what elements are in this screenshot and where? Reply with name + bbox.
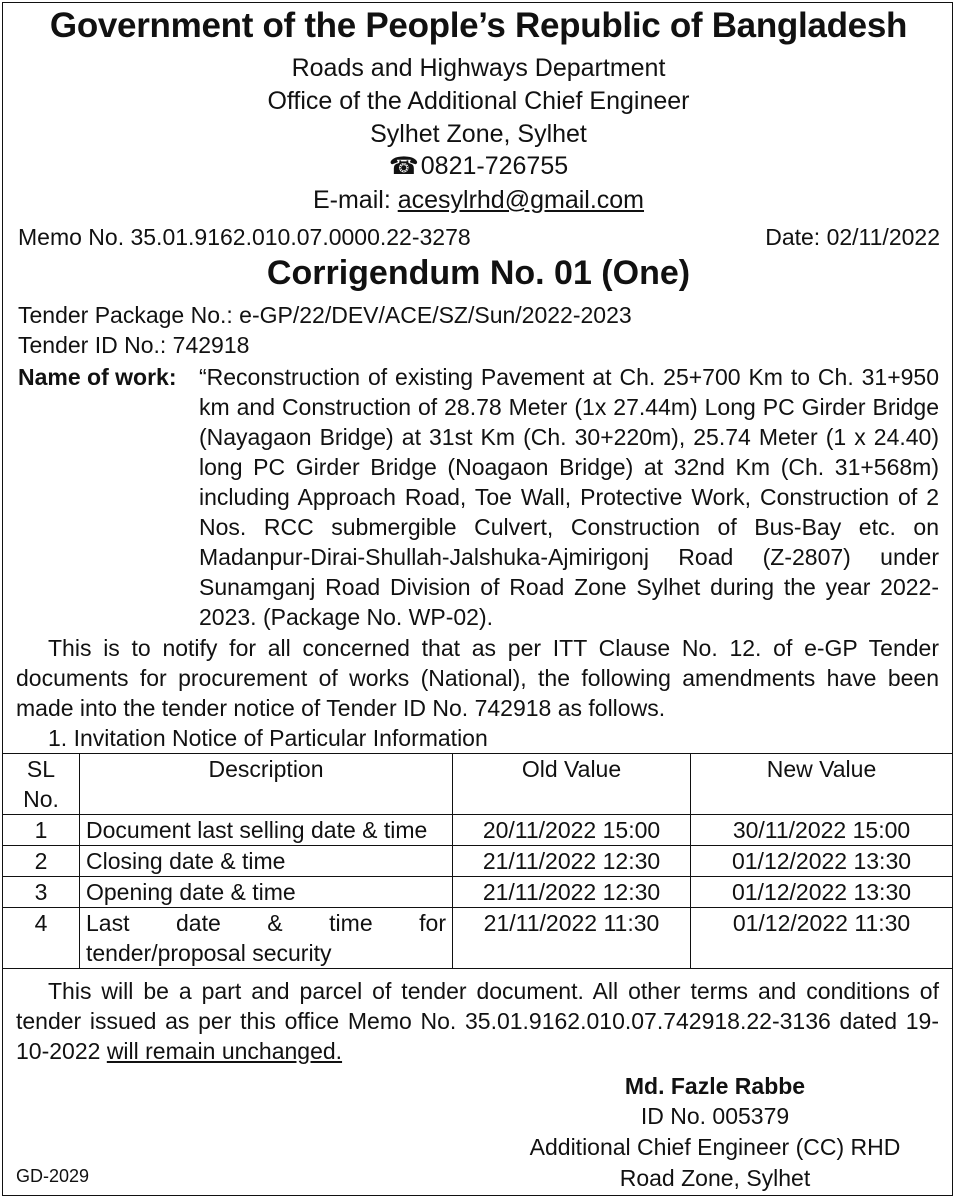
cell-description: Closing date & time bbox=[80, 846, 453, 877]
table-row bbox=[3, 877, 953, 908]
government-title: Government of the People’s Republic of Bangladesh bbox=[49, 6, 908, 45]
notice-paragraph: This is to notify for all concerned that as per ITT Clause No. 12. of e-GP Tender documents for procurement of works (National), the following amendments have been made into the tender notice of Tender ID No. 742918 as follows. bbox=[16, 635, 939, 721]
table-row bbox=[3, 846, 953, 877]
department-name: Roads and Highways Department bbox=[291, 54, 666, 82]
phone-line bbox=[0, 150, 957, 183]
cell-description: Opening date & time bbox=[80, 877, 453, 908]
tender-package-line: Tender Package No.: e-GP/22/DEV/ACE/SZ/Sun/2022-2023 bbox=[18, 302, 632, 328]
closing-paragraph bbox=[16, 976, 939, 1066]
memo-row bbox=[18, 222, 940, 252]
cell-sl: 4 bbox=[3, 908, 80, 969]
signatory-name: Md. Fazle Rabbe bbox=[624, 1073, 806, 1099]
email-line bbox=[0, 184, 957, 217]
header-description: Description bbox=[80, 754, 453, 815]
header-sl: SL No. bbox=[3, 754, 80, 815]
cell-new-value: 01/12/2022 13:30 bbox=[691, 877, 953, 908]
amendment-table bbox=[2, 753, 953, 969]
cell-description: Document last selling date & time bbox=[80, 815, 453, 846]
tender-id-line: Tender ID No.: 742918 bbox=[18, 332, 250, 358]
telephone-icon: ☎ bbox=[388, 153, 419, 180]
cell-description: Last date & time for tender/proposal security bbox=[80, 908, 453, 969]
signatory-id: ID No. 005379 bbox=[640, 1103, 790, 1129]
footer-code: GD-2029 bbox=[16, 1166, 90, 1186]
zone-name: Sylhet Zone, Sylhet bbox=[370, 120, 587, 148]
section-title: 1. Invitation Notice of Particular Information bbox=[48, 725, 488, 751]
cell-new-value: 01/12/2022 11:30 bbox=[691, 908, 953, 969]
cell-new-value: 30/11/2022 15:00 bbox=[691, 815, 953, 846]
memo-number: Memo No. 35.01.9162.010.07.0000.22-3278 bbox=[18, 224, 471, 250]
name-of-work-label: Name of work: bbox=[18, 364, 177, 390]
header-new-value: New Value bbox=[691, 754, 953, 815]
cell-old-value: 21/11/2022 12:30 bbox=[453, 877, 691, 908]
signatory-office: Road Zone, Sylhet bbox=[619, 1165, 811, 1191]
cell-old-value: 21/11/2022 11:30 bbox=[453, 908, 691, 969]
closing-text: This will be a part and parcel of tender document. All other terms and conditions of tender issued as per this office Memo No. 35.01.9162.010.07.742918.22-3136 dated 19-10-2022 bbox=[16, 978, 939, 1064]
cell-sl: 2 bbox=[3, 846, 80, 877]
cell-sl: 1 bbox=[3, 815, 80, 846]
cell-sl: 3 bbox=[3, 877, 80, 908]
signatory-designation: Additional Chief Engineer (CC) RHD bbox=[529, 1134, 901, 1160]
cell-new-value: 01/12/2022 13:30 bbox=[691, 846, 953, 877]
corrigendum-heading: Corrigendum No. 01 (One) bbox=[266, 254, 691, 292]
email-label: E-mail: bbox=[312, 186, 398, 214]
cell-old-value: 20/11/2022 15:00 bbox=[453, 815, 691, 846]
email-link[interactable]: acesylrhd@gmail.com bbox=[397, 186, 645, 214]
memo-date: Date: 02/11/2022 bbox=[765, 224, 940, 250]
table-row bbox=[3, 815, 953, 846]
cell-old-value: 21/11/2022 12:30 bbox=[453, 846, 691, 877]
header-old-value: Old Value bbox=[453, 754, 691, 815]
phone-number: 0821-726755 bbox=[420, 152, 569, 180]
table-header-row bbox=[3, 754, 953, 815]
name-of-work-text: “Reconstruction of existing Pavement at Ch. 25+700 Km to Ch. 31+950 km and Construction of 28.78 Meter (1x 27.44m) Long PC Girder Bridge (Nayagaon Bridge) at 31st Km (Ch. 30+220m), 25.74 Meter (1 x 24.40) long PC Girder Bridge (Noagaon Bridge) at 32nd Km (Ch. 31+568m) including Approach Road, Toe Wall, Protective Work, Construction of 2 Nos. RCC submergible Culvert, Construction of Bus-Bay etc. on Madanpur-Dirai-Shullah-Jalshuka-Ajmirigonj Road (Z-2807) under Sunamganj Road Division of Road Zone Sylhet during the year 2022-2023. (Package No. WP-02). bbox=[199, 364, 939, 630]
closing-underlined-text: will remain unchanged. bbox=[106, 1038, 343, 1064]
table-row bbox=[3, 908, 953, 969]
office-name: Office of the Additional Chief Engineer bbox=[267, 87, 690, 115]
